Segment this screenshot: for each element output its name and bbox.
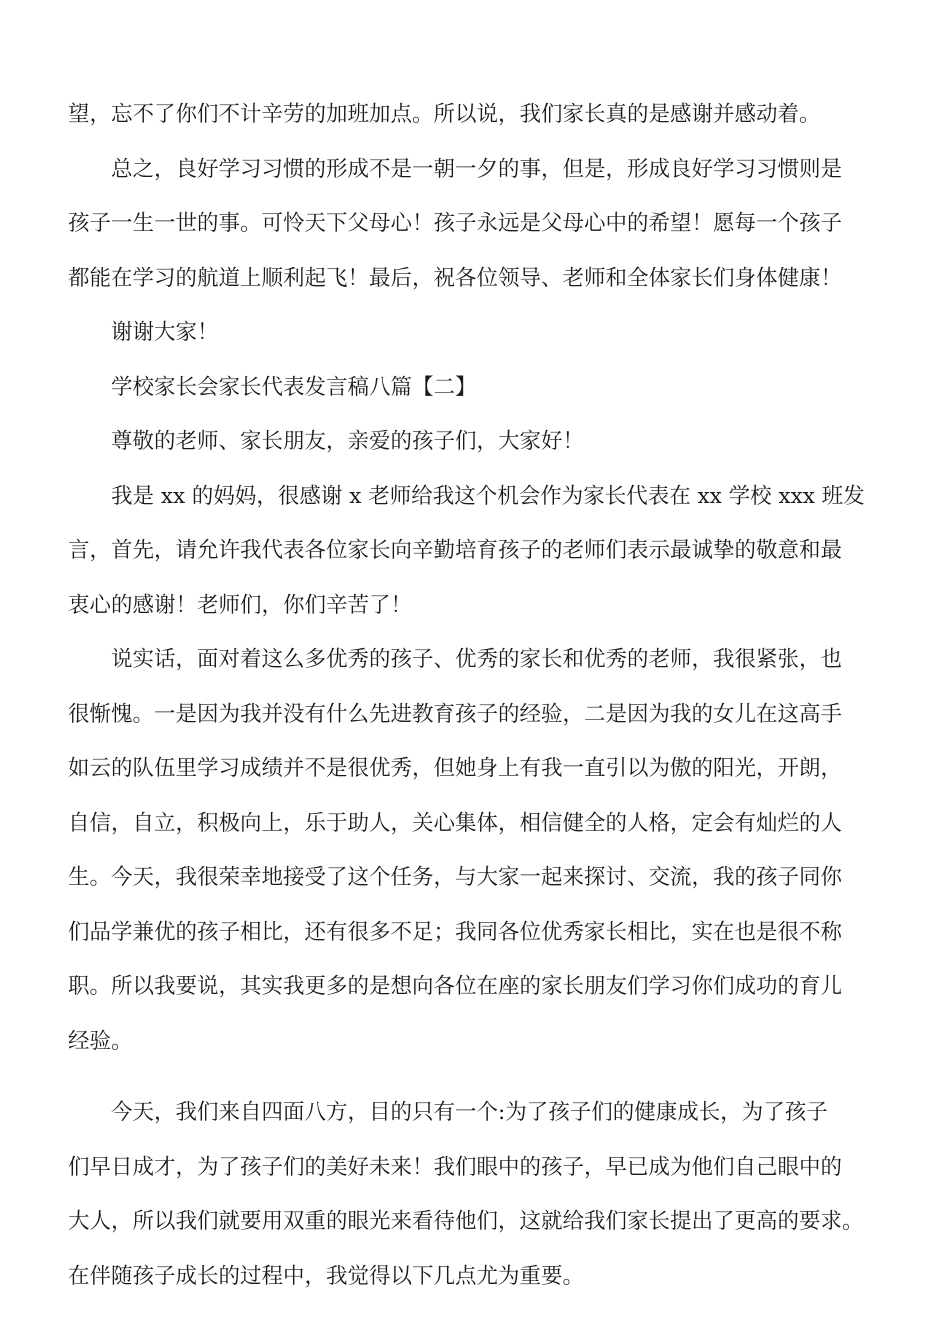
text-line: 们品学兼优的孩子相比，还有很多不足；我同各位优秀家长相比，实在也是很不称 — [68, 919, 843, 945]
text-line: 言，首先，请允许我代表各位家长向辛勤培育孩子的老师们表示最诚挚的敬意和最 — [68, 538, 843, 563]
text-line: 都能在学习的航道上顺利起飞！最后，祝各位领导、老师和全体家长们身体健康！ — [68, 265, 843, 291]
paragraph-start-line: 说实话，面对着这么多优秀的孩子、优秀的家长和优秀的老师，我很紧张，也 — [111, 647, 843, 672]
closing-thanks-line: 谢谢大家！ — [111, 320, 219, 345]
text-line: 们早日成才，为了孩子们的美好未来！我们眼中的孩子，早已成为他们自己眼中的 — [68, 1154, 843, 1180]
paragraph-start-line: 今天，我们来自四面八方，目的只有一个:为了孩子们的健康成长，为了孩子 — [111, 1100, 828, 1125]
text-line: 如云的队伍里学习成绩并不是很优秀，但她身上有我一直引以为傲的阳光，开朗， — [68, 756, 843, 781]
text-line: 在伴随孩子成长的过程中，我觉得以下几点尤为重要。 — [68, 1263, 585, 1289]
text-line: 职。所以我要说，其实我更多的是想向各位在座的家长朋友们学习你们成功的育儿 — [68, 974, 843, 999]
text-line: 很惭愧。一是因为我并没有什么先进教育孩子的经验，二是因为我的女儿在这高手 — [68, 701, 843, 727]
paragraph-start-line: 总之，良好学习习惯的形成不是一朝一夕的事，但是，形成良好学习习惯则是 — [111, 156, 843, 182]
text-line: 大人，所以我们就要用双重的眼光来看待他们，这就给我们家长提出了更高的要求。 — [68, 1209, 864, 1234]
text-line: 自信，自立，积极向上，乐于助人，关心集体，相信健全的人格，定会有灿烂的人 — [68, 810, 843, 836]
paragraph-start-line: 我是 xx 的妈妈，很感谢 x 老师给我这个机会作为家长代表在 xx 学校 xxx 班发 — [111, 483, 865, 509]
section-heading: 学校家长会家长代表发言稿八篇【二】 — [111, 374, 477, 400]
text-line: 生。今天，我很荣幸地接受了这个任务，与大家一起来探讨、交流，我的孩子同你 — [68, 865, 843, 890]
paragraph-spacer — [68, 1069, 898, 1086]
text-line: 孩子一生一世的事。可怜天下父母心！孩子永远是父母心中的希望！愿每一个孩子 — [68, 211, 843, 236]
greeting-line: 尊敬的老师、家长朋友，亲爱的孩子们，大家好！ — [111, 429, 585, 454]
text-line: 衷心的感谢！老师们，你们辛苦了！ — [68, 592, 413, 618]
text-line: 经验。 — [68, 1028, 133, 1054]
text-line: 望，忘不了你们不计辛劳的加班加点。所以说，我们家长真的是感谢并感动着。 — [68, 102, 821, 127]
document-body — [68, 88, 898, 1304]
